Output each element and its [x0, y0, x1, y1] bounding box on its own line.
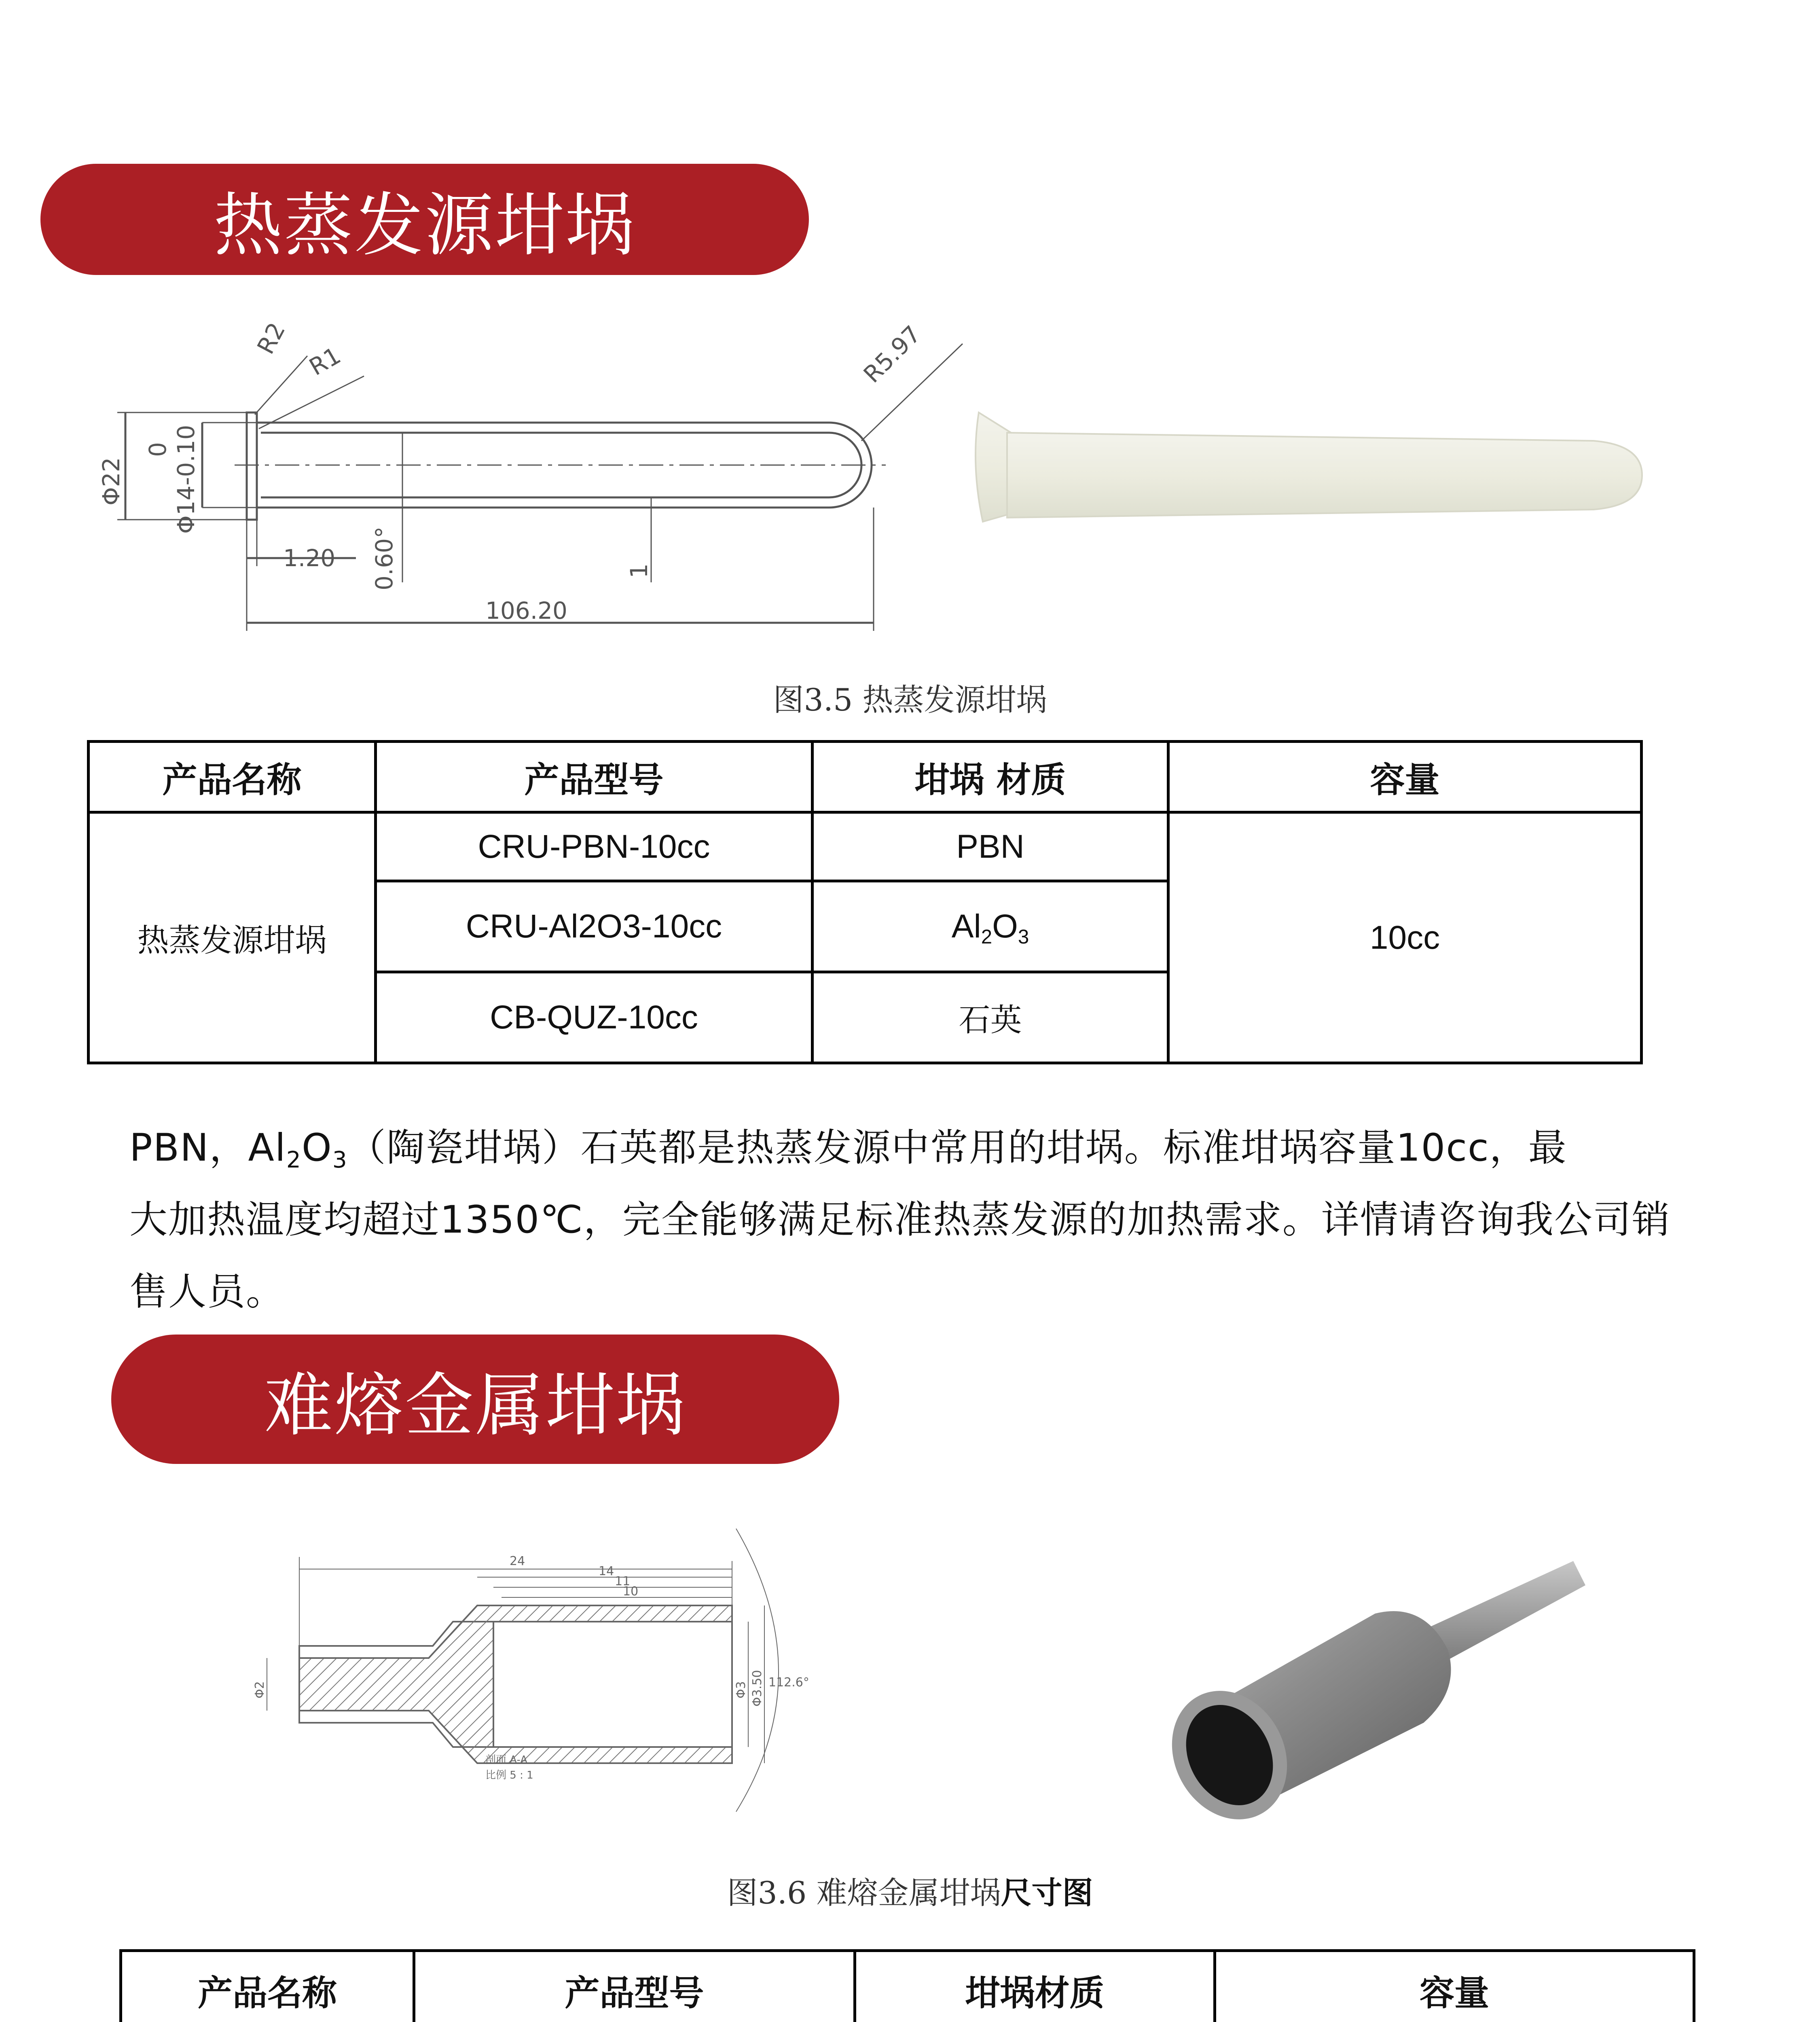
header-capacity: 容量: [1215, 1951, 1694, 2022]
dim-d22: Φ22: [97, 457, 125, 506]
cell-material: PBN: [813, 812, 1168, 881]
dim-1: 1: [625, 563, 653, 578]
dim-11: 11: [615, 1574, 631, 1588]
section-title-text: 热蒸发源坩埚: [213, 186, 636, 266]
header-model: 产品型号: [376, 742, 813, 812]
dim-14: 14: [599, 1564, 614, 1578]
header-capacity: 容量: [1168, 742, 1642, 812]
section-label: 剖面 A-A: [485, 1754, 528, 1766]
dim-d2: Φ2: [253, 1681, 267, 1698]
cell-material: 石英: [813, 972, 1168, 1063]
dim-angle: 112.6°: [768, 1675, 809, 1690]
paragraph-thermal-cont: [129, 1184, 1671, 1328]
dim-d3: Φ3: [734, 1681, 748, 1698]
dim-zero: 0: [144, 442, 171, 457]
header-material: 坩埚材质: [855, 1951, 1215, 2022]
cell-model: CRU-Al2O3-10cc: [376, 881, 813, 972]
dim-120: 1.20: [283, 544, 336, 572]
dim-r2: R2: [252, 318, 291, 359]
section-title-refractory: [111, 1335, 839, 1464]
dim-10620: 106.20: [485, 597, 567, 624]
scale-label: 比例 5 : 1: [485, 1769, 533, 1781]
dim-d14: Φ14-0.10: [172, 425, 200, 534]
paragraph-line: 售人员。: [129, 1270, 285, 1314]
caption-text: 图3.6 难熔金属坩埚: [727, 1875, 1001, 1911]
metal-crucible-photo: [1165, 1553, 1594, 1828]
dim-r597: R5.97: [858, 320, 926, 388]
ceramic-crucible-photo: [963, 388, 1691, 558]
spec-table-refractory: [119, 1949, 1695, 2022]
dim-10: 10: [623, 1584, 639, 1599]
section-title-text: 难熔金属坩埚: [264, 1365, 686, 1446]
caption-bold: 尺寸图: [1001, 1875, 1093, 1911]
crucible-technical-drawing: [81, 307, 926, 643]
cell-capacity: 10cc: [1168, 812, 1642, 1063]
header-product-name: 产品名称: [89, 742, 376, 812]
dim-r1: R1: [305, 341, 345, 381]
figure-caption-3-5: 图3.5 热蒸发源坩埚: [773, 682, 1047, 718]
cell-model: CRU-PBN-10cc: [376, 812, 813, 881]
section-title-thermal: [40, 164, 809, 275]
spec-table-thermal: [87, 740, 1643, 1064]
figure-caption-3-6: [0, 1868, 1820, 1912]
header-material: 坩埚 材质: [813, 742, 1168, 812]
dim-060: 0.60°: [370, 526, 398, 590]
cell-material-al2o3: $Al_2O_3$: [813, 881, 1168, 972]
dim-d350: Φ3.50: [750, 1670, 764, 1707]
header-product-name: 产品名称: [121, 1951, 414, 2022]
refractory-crucible-drawing: [235, 1521, 809, 1812]
cell-model: CB-QUZ-10cc: [376, 972, 813, 1063]
paragraph-thermal: [129, 1112, 1567, 1184]
cell-product-name: 热蒸发源坩埚: [89, 812, 376, 1063]
dim-24: 24: [510, 1554, 525, 1568]
header-model: 产品型号: [414, 1951, 855, 2022]
paragraph-line: PBN，$Al_2O_3$（陶瓷坩埚）石英都是热蒸发源中常用的坩埚。标准坩埚容量10cc，最: [129, 1126, 1567, 1173]
paragraph-line: 大加热温度均超过1350℃，完全能够满足标准热蒸发源的加热需求。详情请咨询我公司销: [129, 1198, 1671, 1242]
